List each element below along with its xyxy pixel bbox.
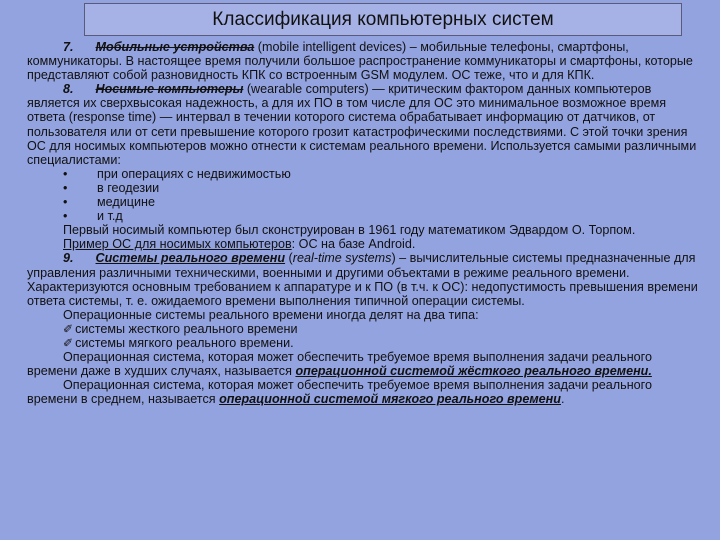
bullet-item xyxy=(27,167,699,181)
item-8-text: (wearable computers) — критическим фактором данных компьютеров является их сверхвысокая надежность, а для их ПО в том числе для ОС это минимальное возможное время ответа (response time) — интервал в течении которого система обрабатывает информацию от датчиков, от пользователя или от сети превышение которого грозит катастрофическими последствиями. С этой точки зрения ОС для носимых компьютеров можно отнести к системам реального времени. Используется самыми различными специалистами: xyxy=(27,82,697,167)
item-9-paren-term: real-time systems xyxy=(292,251,392,266)
item-9-paragraph xyxy=(27,251,699,307)
example-label: Пример ОС для носимых компьютеров xyxy=(63,237,292,252)
bullet-icon: • xyxy=(63,180,68,195)
slide-title: Классификация компьютерных систем xyxy=(84,3,682,36)
item-9-term: Системы реального времени xyxy=(95,251,286,266)
rt-type-item xyxy=(27,322,699,336)
first-wearable-text: Первый носимый компьютер был сконструирован в 1961 году математиком Эдвардом О. Торпом. xyxy=(63,223,636,238)
hard-rt-term: операционной системой жёсткого реального времени. xyxy=(295,364,652,379)
item-7-number: 7. xyxy=(63,40,74,54)
hard-rt-paragraph xyxy=(27,350,699,378)
bullet-text: медицине xyxy=(97,195,155,210)
arrow-bullet-icon: ✐ xyxy=(63,335,74,350)
hard-rt-text: Операционная система, которая может обеспечить требуемое время выполнения задачи реального времени даже в худших случаях, называется xyxy=(27,350,652,379)
bullet-item xyxy=(27,209,699,223)
bullet-icon: • xyxy=(63,195,68,210)
rt-types-intro: Операционные системы реального времени иногда делят на два типа: xyxy=(63,307,479,322)
soft-rt-end: . xyxy=(560,392,565,407)
rt-type-text: системы мягкого реального времени. xyxy=(75,335,294,350)
item-9-number: 9. xyxy=(63,251,74,266)
bullet-item xyxy=(27,181,699,195)
soft-rt-paragraph xyxy=(27,378,699,406)
bullet-item xyxy=(27,195,699,209)
item-9-paren-open: ( xyxy=(285,251,293,266)
slide-body xyxy=(27,40,699,406)
item-8-paragraph xyxy=(27,82,699,167)
bullet-icon: • xyxy=(63,209,68,224)
rt-type-text: системы жесткого реального времени xyxy=(75,321,298,336)
item-7-text: (mobile intelligent devices) – мобильные телефоны, смартфоны, коммуникаторы. В настоящее время получили большое распространение коммуникаторы и смартфоны, которые представляют собой разновидность КПК со встроенным GSM модулем. ОС теже, что и для КПК. xyxy=(27,40,693,83)
item-7-paragraph xyxy=(27,40,699,82)
soft-rt-text: Операционная система, которая может обеспечить требуемое время выполнения задачи реального времени в среднем, называется xyxy=(27,378,652,407)
rt-type-item xyxy=(27,336,699,350)
item-9-text: ) – вычислительные системы предназначенные для управления различными техническими, военными и другими объектами в режиме реального времени. Характеризуются основным требованием к аппаратуре и к ПО (в т.ч. к ОС): недопустимость превышения времени ответа системы, т. е. ожидаемого времени выполнения типичной операции системы. xyxy=(27,251,698,308)
bullet-text: при операциях с недвижимостью xyxy=(97,166,291,181)
bullet-icon: • xyxy=(63,166,68,181)
arrow-bullet-icon: ✐ xyxy=(63,321,74,336)
bullet-text: в геодезии xyxy=(97,180,160,195)
example-paragraph xyxy=(27,237,699,251)
soft-rt-term: операционной системой мягкого реального времени xyxy=(219,392,561,407)
item-8-number: 8. xyxy=(63,82,74,97)
item-7-term: Мобильные устройства xyxy=(95,40,255,54)
item-8-term: Носимые компьютеры xyxy=(95,82,244,97)
example-text: : ОС на базе Android. xyxy=(291,237,416,252)
bullet-text: и т.д xyxy=(97,209,123,224)
